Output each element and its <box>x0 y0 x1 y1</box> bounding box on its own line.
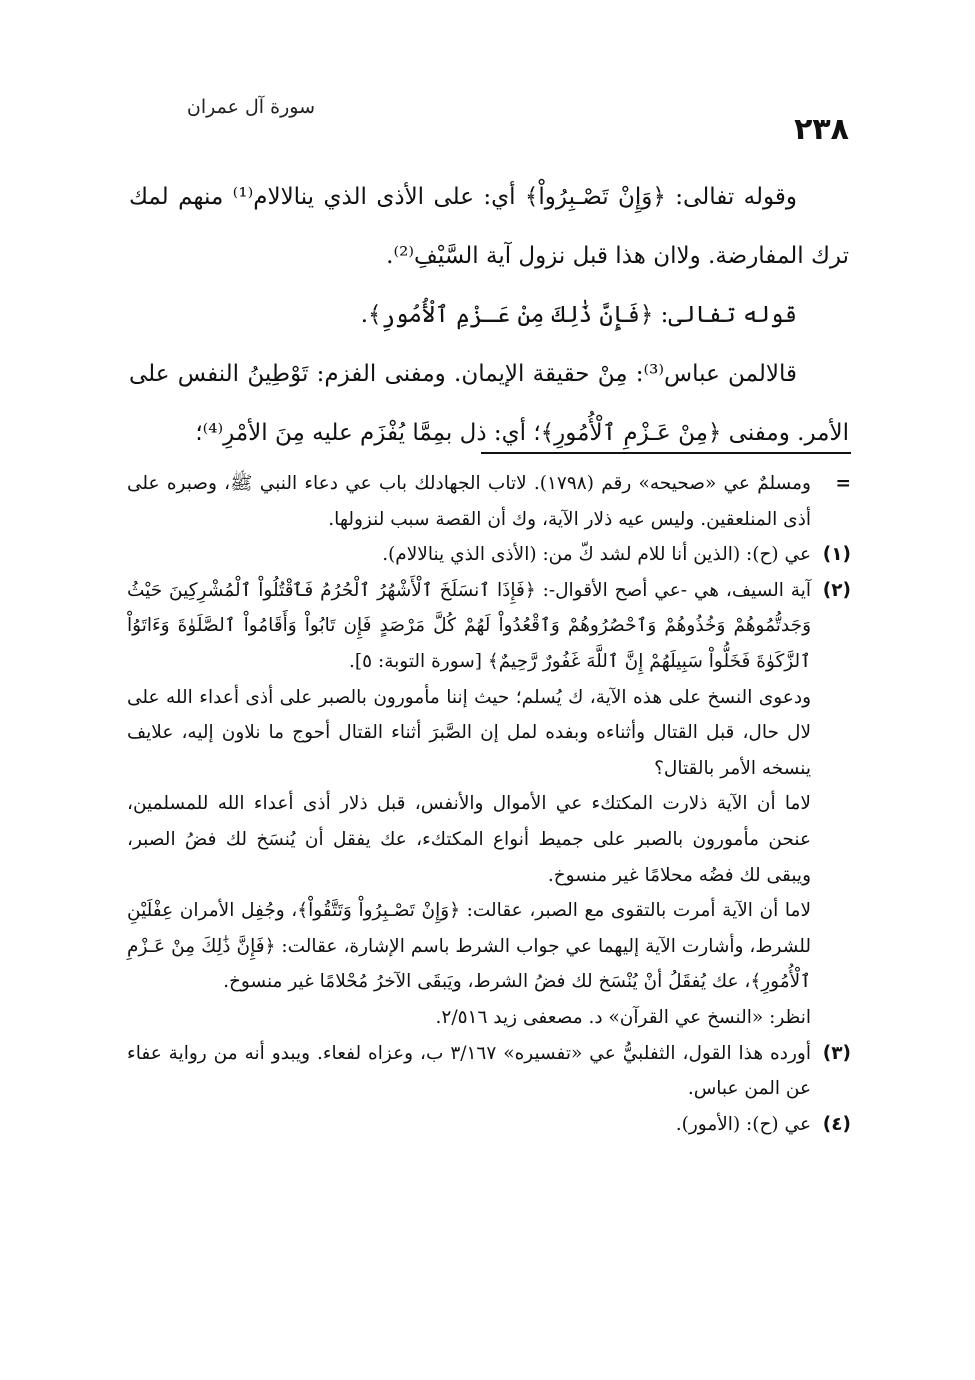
footnote-divider <box>481 452 851 454</box>
footnote-2-paragraph-2: لاما أن الآية ذلارت المكتكء عي الأموال والأنفس، قبل ذلار أذى أعداء الله للمسلمين، عنحن مأمورون بالصبر على جميط أنواع المكتكء، عك يفقل أن يُنسَخ لك فضُ الصبر، ويبقى لك فضُه محلامًا غير منسوخ. <box>127 793 811 886</box>
page-number: ٢٣٨ <box>794 112 849 147</box>
footnote-1-text: عي (ح): (الذين أنا للام لشد كّ من: (الأذى الذي ينالالام). <box>382 544 811 566</box>
main-paragraph-3: قالالمن عباس⁽³⁾: مِنْ حقيقة الإيمان. ومفنى الفزم: تَوْطِينُ النفس على الأمر. ومفنى ﴿مِنْ عَـزْمِ ٱلْأُمُورِ﴾؛ أي: ذل بمِمَّا يُفْزَم عليه مِنَ الأمْرِ⁽⁴⁾؛ <box>129 361 849 446</box>
footnote-continuation-text: ومسلمٌ عي «صحيحه» رقم (١٧٩٨). لاتاب الجهادلك باب عي دعاء النبي ﷺ، وصبره على أذى المنلعقين. وليس عيه ذلار الآية، وك أن القصة سبب لنزولها. <box>127 473 811 530</box>
running-title: سورة آل عمران <box>186 96 315 118</box>
footnote-continuation-marker: = <box>835 473 851 494</box>
main-paragraph-1: وقوله تفالى: ﴿وَإِنْ تَصْـبِرُواْ﴾ أي: على الأذى الذي ينالالام⁽¹⁾ منهم لمك ترك المفارضة. ولاان هذا قبل نزول آية السَّيْفِ⁽²⁾. <box>129 184 849 269</box>
footnote-3 <box>127 1036 851 1107</box>
footnote-2-paragraph-3: لاما أن الآية أمرت بالتقوى مع الصبر، عقالت: ﴿وَإِنْ تَصْـبِرُواْ وَتَتَّقُواْ﴾، وجُفِل الأمران عِفْلَيْنِ للشرط، وأشارت الآية إليهما عي جواب الشرط باسم الإشارة، عقالت: ﴿فَإِنَّ ذَٰلِكَ مِنْ عَـزْمِ ٱلْأُمُورِ﴾، عك يُفقَلُ أنْ يُنْسَخ لك فضُ الشرط، ويَبقَى الآخرُ مُحْلامًا غير منسوخ. <box>127 900 811 993</box>
footnote-1-marker: (١) <box>822 544 851 566</box>
footnote-4 <box>127 1107 851 1143</box>
footnote-4-text: عي (ح): (الأمور). <box>675 1113 811 1135</box>
footnote-2 <box>127 573 851 680</box>
footnote-2-reference: انظر: «النسخ عي القرآن» د. مصعفى زيد ٢/٥١٦. <box>435 1006 811 1028</box>
main-text <box>129 168 849 463</box>
footnote-3-marker: (٣) <box>822 1042 851 1064</box>
footnote-3-text: أورده هذا القول، الثفلبيُّ عي «تفسيره» ٣/١٦٧ ب، وعزاه لفعاء. ويبدو أنه من رواية عفاء عن المن عباس. <box>127 1042 811 1100</box>
footnote-2-marker: (٢) <box>822 579 851 601</box>
footnote-1 <box>127 537 851 573</box>
footnote-2-paragraph-1: ودعوى النسخ على هذه الآية، ك يُسلم؛ حيث إننا مأمورون بالصبر على أذى أعداء الله على لال حال، قبل القتال وأثناءه وبفده لمل إن الصَّبرَ أثناء القتال أحوج ما نلاون إليه، علايف ينسخه الأمر بالقتال؟ <box>127 686 811 779</box>
main-paragraph-2: قوله تفالى: ﴿فَإِنَّ ذَٰلِكَ مِنْ عَـزْمِ ٱلْأُمُورِ﴾. <box>360 302 797 328</box>
footnote-continuation <box>127 466 851 537</box>
footnotes <box>127 466 851 1142</box>
footnote-4-marker: (٤) <box>822 1113 851 1135</box>
footnote-2-text: آية السيف، هي -عي أصح الأقوال-: ﴿فَإِذَا ٱنسَلَخَ ٱلْأَشْهُرُ ٱلْحُرُمُ فَٱقْتُلُواْ ٱلْمُشْرِكِينَ حَيْثُ وَجَدتُّمُوهُمْ وَخُذُوهُمْ وَٱحْصُرُوهُمْ وَٱقْعُدُواْ لَهُمْ كُلَّ مَرْصَدٍ فَإِن تَابُواْ وَأَقَامُواْ ٱلصَّلَوٰةَ وَءَاتَوُاْ ٱلزَّكَوٰةَ فَخَلُّواْ سَبِيلَهُمْ إِنَّ ٱللَّهَ غَفُورٌ رَّحِيمٌ﴾ [سورة التوبة: ٥]. <box>127 579 811 672</box>
